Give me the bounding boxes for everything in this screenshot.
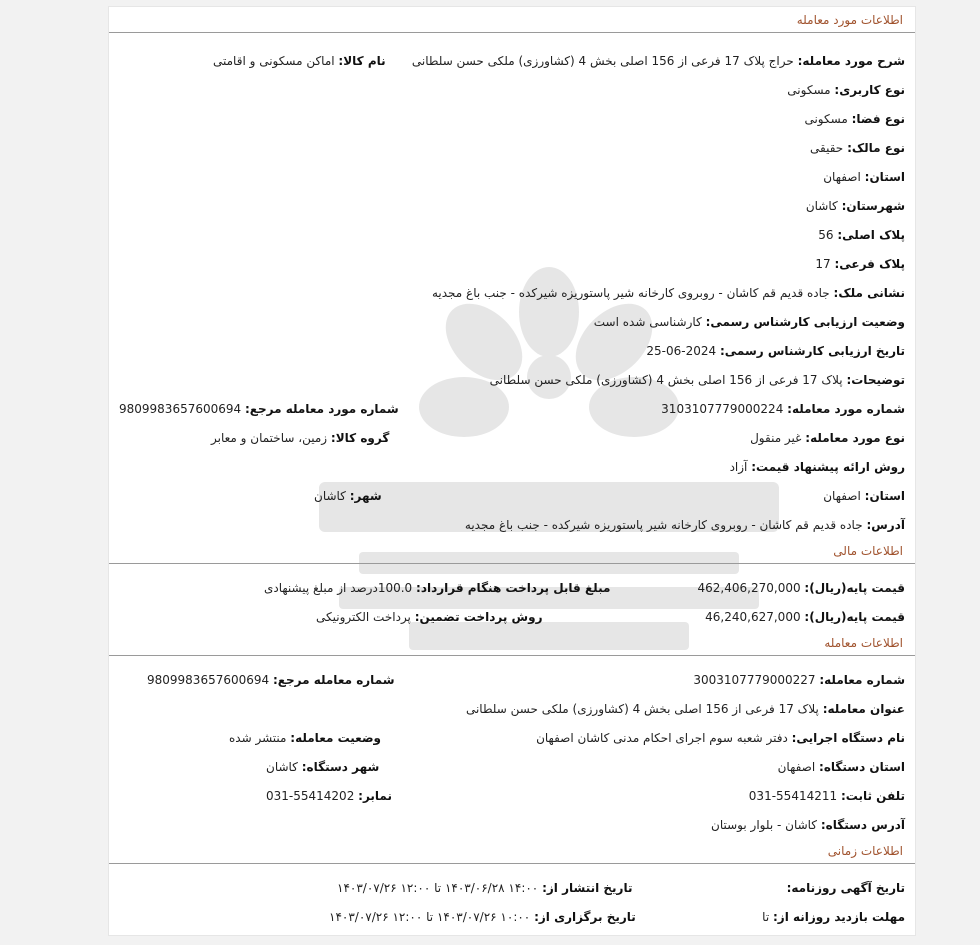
label: آدرس دستگاه: [820, 818, 905, 832]
label: شهر دستگاه: [301, 760, 380, 774]
item-ref-number-row [119, 402, 399, 416]
value: کاشان - بلوار بوستان [711, 818, 818, 832]
label: نوع مورد معامله: [805, 431, 905, 445]
value: 9809983657600694 [119, 402, 242, 416]
label: شماره مورد معامله مرجع: [244, 402, 399, 416]
value: پرداخت الکترونیکی [316, 610, 411, 624]
value: کاشان [805, 199, 838, 213]
value: پلاک 17 فرعی از 156 اصلی بخش 4 (کشاورزی) ملکی حسن سلطانی [489, 373, 843, 387]
value: منتشر شده [229, 731, 287, 745]
phone-row [749, 789, 905, 803]
goods-group-row [211, 431, 389, 445]
publish-date-row [337, 881, 632, 895]
value: دفتر شعبه سوم اجرای احکام مدنی کاشان اصفهان [536, 731, 788, 745]
guarantee-method-row [316, 610, 542, 624]
deal-status-row [229, 731, 381, 745]
value: کاشان [314, 489, 346, 503]
value: مسکونی [787, 83, 831, 97]
label: استان: [864, 489, 905, 503]
label: روش ارائه پیشنهاد قیمت: [751, 460, 905, 474]
label: عنوان معامله: [822, 702, 905, 716]
province-row [823, 170, 905, 184]
label: قیمت پایه(ریال): [804, 581, 905, 595]
section-title-time: اطلاعات زمانی [109, 838, 915, 864]
label: قیمت پایه(ریال): [804, 610, 905, 624]
value: ۱۴:۰۰ ۱۴۰۳/۰۶/۲۸ تا ۱۲:۰۰ ۱۴۰۳/۰۷/۲۶ [337, 881, 539, 895]
value: تا [762, 910, 770, 924]
base-price-row [698, 581, 905, 595]
property-address-row [432, 286, 905, 300]
value: 55414202-031 [266, 789, 355, 803]
appraisal-date-row [646, 344, 905, 358]
main-plate-row [818, 228, 905, 242]
label: روش پرداخت تضمین: [414, 610, 543, 624]
value: آزاد [729, 460, 748, 474]
owner-type-row [810, 141, 905, 155]
value: 2024-06-25 [646, 344, 717, 358]
label: نام دستگاه اجرایی: [791, 731, 905, 745]
label: نوع کاربری: [834, 83, 905, 97]
value: 3103107779000224 [661, 402, 784, 416]
value: حقیقی [810, 141, 844, 155]
fax-row [266, 789, 392, 803]
label: نمابر: [358, 789, 392, 803]
address2-row [465, 518, 905, 532]
deal-ref-number-row [147, 673, 395, 687]
item-type-row [750, 431, 905, 445]
value: 17 [815, 257, 831, 271]
value: 55414211-031 [748, 789, 838, 803]
county-row [806, 199, 905, 213]
label: شماره مورد معامله: [787, 402, 905, 416]
label: استان: [864, 170, 905, 184]
label: شرح مورد معامله: [797, 54, 905, 68]
label: مبلغ قابل پرداخت هنگام قرارداد: [416, 581, 611, 595]
value: کارشناسی شده است [593, 315, 702, 329]
value: اصفهان [823, 170, 861, 184]
label: وضعیت معامله: [290, 731, 382, 745]
org-province-row [778, 760, 905, 774]
sub-plate-row [815, 257, 905, 271]
value: 56 [818, 228, 834, 242]
label: تاریخ آگهی روزنامه: [786, 881, 905, 895]
label: وضعیت ارزیابی کارشناس رسمی: [705, 315, 905, 329]
item-description-row [412, 54, 905, 68]
label: شهر: [349, 489, 382, 503]
usage-type-row [787, 83, 905, 97]
value: 462,406,270,000 [697, 581, 801, 595]
label: نام کالا: [338, 54, 386, 68]
org-address-row [711, 818, 905, 832]
value: غیر منقول [750, 431, 802, 445]
section-title-transaction: اطلاعات مورد معامله [109, 7, 915, 33]
transaction-panel [108, 6, 916, 936]
payable-amount-row [264, 581, 610, 595]
notes-row [490, 373, 905, 387]
label: شماره معامله: [819, 673, 905, 687]
section-title-financial: اطلاعات مالی [109, 538, 915, 564]
label: نشانی ملک: [833, 286, 905, 300]
value: ۱۰:۰۰ ۱۴۰۳/۰۷/۲۶ تا ۱۲:۰۰ ۱۴۰۳/۰۷/۲۶ [329, 910, 531, 924]
value: 46,240,627,000 [705, 610, 801, 624]
label: آدرس: [866, 518, 905, 532]
organization-row [536, 731, 905, 745]
value: حراج پلاک 17 فرعی از 156 اصلی بخش 4 (کشاورزی) ملکی حسن سلطانی [411, 54, 794, 68]
city-row [314, 489, 382, 503]
label: تلفن ثابت: [840, 789, 905, 803]
label: توضیحات: [846, 373, 905, 387]
label: نوع مالک: [847, 141, 905, 155]
org-city-row [266, 760, 379, 774]
label: تاریخ ارزیابی کارشناس رسمی: [719, 344, 905, 358]
hold-date-row [329, 910, 636, 924]
value: پلاک 17 فرعی از 156 اصلی بخش 4 (کشاورزی) ملکی حسن سلطانی [465, 702, 819, 716]
label: پلاک فرعی: [834, 257, 905, 271]
label: پلاک اصلی: [837, 228, 905, 242]
value: 9809983657600694 [147, 673, 270, 687]
value: زمین، ساختمان و معابر [211, 431, 328, 445]
value: جاده قدیم قم کاشان - روبروی کارخانه شیر پاستوریزه شیرکده - جنب باغ مجدیه [431, 286, 830, 300]
label: نوع فضا: [851, 112, 905, 126]
section-title-deal: اطلاعات معامله [109, 630, 915, 656]
space-type-row [804, 112, 905, 126]
value: اصفهان [777, 760, 816, 774]
value: جاده قدیم قم کاشان - روبروی کارخانه شیر پاستوریزه شیرکده - جنب باغ مجدیه [464, 518, 863, 532]
appraisal-status-row [594, 315, 905, 329]
value: اماکن مسکونی و اقامتی [213, 54, 335, 68]
province2-row [823, 489, 905, 503]
base-price2-row [705, 610, 905, 624]
value: اصفهان [823, 489, 861, 503]
label: شهرستان: [841, 199, 905, 213]
label: تاریخ انتشار از: [542, 881, 633, 895]
label: تاریخ برگزاری از: [534, 910, 636, 924]
label: استان دستگاه: [819, 760, 905, 774]
label: گروه کالا: [330, 431, 390, 445]
value: 100.0درصد از مبلغ پیشنهادی [264, 581, 413, 595]
value: کاشان [266, 760, 298, 774]
value: 3003107779000227 [693, 673, 816, 687]
deal-title-row [466, 702, 905, 716]
value: مسکونی [804, 112, 848, 126]
daily-visit-row [762, 910, 905, 924]
newspaper-date-row [787, 881, 905, 895]
label: شماره معامله مرجع: [272, 673, 395, 687]
goods-name-row [213, 54, 386, 68]
deal-number-row [693, 673, 905, 687]
offer-method-row [730, 460, 905, 474]
item-number-row [661, 402, 905, 416]
label: مهلت بازدید روزانه از: [773, 910, 905, 924]
